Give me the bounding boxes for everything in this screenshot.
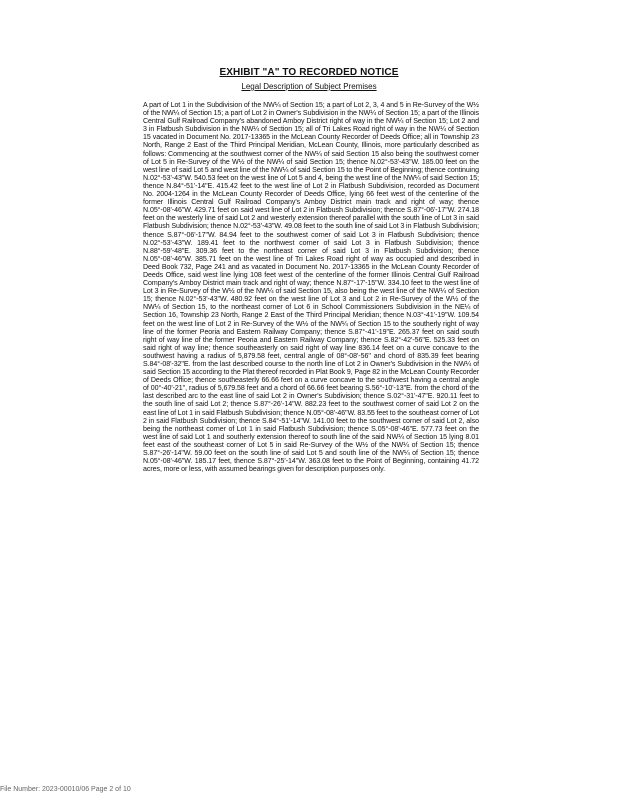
legal-description-paragraph: A part of Lot 1 in the Subdivision of the NW¼ of Section 15; a part of Lot 2, 3, 4 and 5 in Re-Survey of the W½ of the NW¼ of Section 15; a part of Lot 2 in Owner's Subdivision in the NW¼ of Section 15; a part of the Illinois Central Gulf Railroad Company's abandoned Amboy District right of way in the NW¼ of Section 15; Lot 2 and 3 in Flatbush Subdivision in the NW¼ of Section 15; all of Tri Lakes Road right of way in the NW¼ of Section 15 vacated in Document No. 2017-13365 in the McLean County Recorder of Deeds Office; all in Township 23 North, Range 2 East of the Third Principal Meridian, McLean County, Illinois, more particularly described as follows: Commencing at the southwest corner of the NW¼ of said Section 15 also being the southwest corner of Lot 5 in Re-Survey of the W½ of the NW¼ of said Section 15; thence N.02°-53'-43"W. 185.00 feet on the west line of said Lot 5 and west line of the NW¼ of said Section 15 to the Point of Beginning; thence continuing N.02°-53'-43"W. 540.53 feet on the west line of Lot 5 and 4, being the west line of the NW¼ of said Section 15; thence N.84°-51'-14"E. 415.42 feet to the west line of Lot 2 in Flatbush Subdivision, recorded as Document No. 2004-1264 in the McLean County Recorder of Deeds Office, lying 66 feet west of the centerline of the former Illinois Central Gulf Railroad Company's Amboy District main track and right of way; thence N.05°-08'-46"W. 429.71 feet on said west line of Lot 2 in Flatbush Subdivision; thence S.87°-06'-17"W. 274.18 feet on the westerly line of said Lot 2 and westerly extension thereof parallel with the south line of Lot 3 in said Flatbush Subdivision; thence N.02°-53'-43"W. 49.08 feet to the south line of said Lot 3 in Flatbush Subdivision; thence S.87°-06'-17"W. 84.94 feet to the southwest corner of said Lot 3 in Flatbush Subdivision; thence N.02°-53'-43"W. 189.41 feet to the northwest corner of said Lot 3 in Flatbush Subdivision; thence N.88°-59'-48"E. 309.36 feet to the northeast corner of said Lot 3 in Flatbush Subdivision; thence N.05°-08'-46"W. 385.71 feet on the west line of Tri Lakes Road right of way as occupied and described in Deed Book 732, Page 241 and as vacated in Document No. 2017-13365 in the McLean County Recorder of Deeds Office, said west line lying 108 feet west of the centerline of the former Illinois Central Gulf Railroad Company's Amboy District main track and right of way; thence N.87°-17'-15"W. 334.10 feet to the west line of Lot 3 in Re-Survey of the W½ of the NW¼ of said Section 15, also being the west line of the NW¼ of Section 15; thence N.02°-53'-43"W. 480.92 feet on the west line of Lot 3 and Lot 2 in Re-Survey of the W½ of the NW¼ of Section 15, to the northeast corner of Lot 6 in School Commissioners Subdivision in the NE¼ of Section 16, Township 23 North, Range 2 East of the Third Principal Meridian; thence N.03°-41'-19"W. 109.54 feet on the west line of Lot 2 in Re-Survey of the W½ of the NW¼ of Section 15 to the southerly right of way line of the former Peoria and Eastern Railway Company; thence S.87°-41'-19"E. 265.37 feet on said south right of way line of the former Peoria and Eastern Railway Company; thence S.82°-42'-56"E. 525.33 feet on said right of way line; thence southeasterly on said right of way line 836.14 feet on a curve concave to the southwest having a radius of 5,879.58 feet, central angle of 08°-08'-56" and chord of 835.39 feet bearing S.84°-08'-32"E. from the last described course to the north line of Lot 2 in Owner's Subdivision in the NW¼ of said Section 15 according to the Plat thereof recorded in Plat Book 9, Page 82 in the McLean County Recorder of Deeds Office; thence southeasterly 66.66 feet on a curve concave to the southwest having a central angle of 00°-40'-21", radius of 5,679.58 feet and a chord of 66.66 feet bearing S.56°-10'-13"E. from the chord of the last described arc to the east line of said Lot 2 in Owner's Subdivision; thence S.02°-31'-47"E. 920.11 feet to the south line of said Lot 2; thence S.87°-26'-14"W. 882.23 feet to the southwest corner of said Lot 2 on the east line of Lot 1 in said Flatbush Subdivision; thence N.05°-08'-46"W. 83.55 feet to the southeast corner of Lot 2 in said Flatbush Subdivision; thence S.84°-51'-14"W. 141.00 feet to the southwest corner of said Lot 2, also being the northeast corner of Lot 1 in said Flatbush Subdivision; thence S.05°-08'-46"E. 577.73 feet on the west line of said Lot 1 and southerly extension thereof to south line of the said NW¼ of Section 15 lying 8.01 feet east of the southeast corner of Lot 5 in said Re-Survey of the W½ of the NW¼ of Section 15; thence S.87°-26'-14"W. 59.00 feet on the south line of said Lot 5 and south line of the NW¼ of Section 15; thence N.05°-08'-46"W. 185.17 feet, thence S.87°-25'-14"W. 363.08 feet to the Point of Beginning, containing 41.72 acres, more or less, with assumed bearings given for description purposes only. bbox=[143, 102, 479, 474]
page-footer: File Number: 2023-00010/06 Page 2 of 10 bbox=[0, 786, 131, 793]
exhibit-title: EXHIBIT "A" TO RECORDED NOTICE bbox=[219, 67, 399, 78]
exhibit-subtitle: Legal Description of Subject Premises bbox=[241, 82, 377, 91]
